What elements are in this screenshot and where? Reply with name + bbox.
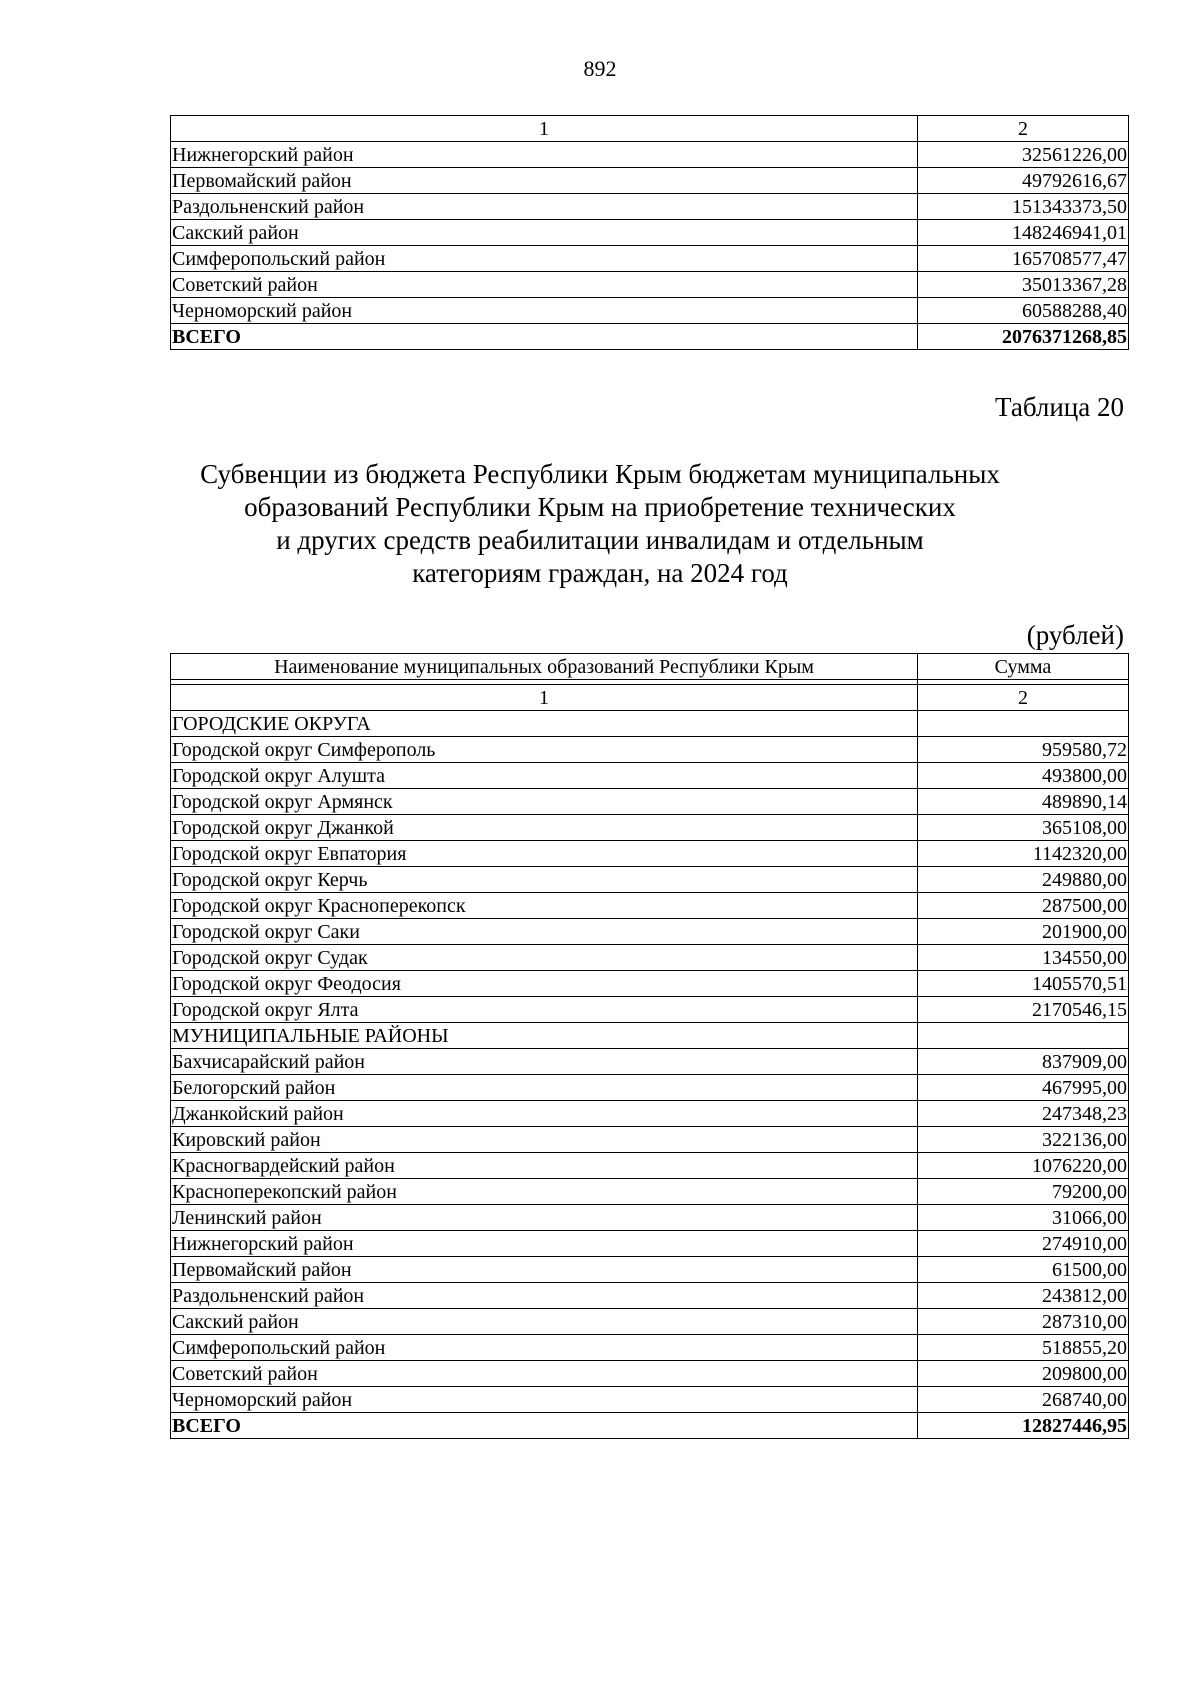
row-value: 837909,00 — [918, 1049, 1129, 1075]
row-value: 959580,72 — [918, 737, 1129, 763]
row-value: 60588288,40 — [918, 298, 1129, 324]
row-name: Городской округ Ялта — [171, 997, 918, 1023]
row-value: 518855,20 — [918, 1335, 1129, 1361]
table-row — [171, 815, 1129, 841]
table-row — [171, 1309, 1129, 1335]
table-label: Таблица 20 — [995, 392, 1124, 422]
row-name: Городской округ Алушта — [171, 763, 918, 789]
row-name: Ленинский район — [171, 1205, 918, 1231]
row-value: 467995,00 — [918, 1075, 1129, 1101]
row-value: 287500,00 — [918, 893, 1129, 919]
table-title — [0, 458, 1200, 590]
table-row — [171, 997, 1129, 1023]
row-value: 31066,00 — [918, 1205, 1129, 1231]
row-name: Белогорский район — [171, 1075, 918, 1101]
title-line: категориям граждан, на 2024 год — [412, 558, 788, 588]
row-value: 243812,00 — [918, 1283, 1129, 1309]
table-row — [171, 1283, 1129, 1309]
table-row — [171, 1361, 1129, 1387]
row-name: Нижнегорский район — [171, 1231, 918, 1257]
row-name: Городской округ Армянск — [171, 789, 918, 815]
column-number: 2 — [918, 685, 1129, 711]
section-label: МУНИЦИПАЛЬНЫЕ РАЙОНЫ — [171, 1023, 918, 1049]
row-name: Черноморский район — [171, 1387, 918, 1413]
table-row — [171, 246, 1129, 272]
column-number-row — [171, 116, 1129, 142]
units-label: (рублей) — [1026, 620, 1124, 650]
row-name: Кировский район — [171, 1127, 918, 1153]
table-row — [171, 763, 1129, 789]
row-name: Советский район — [171, 272, 918, 298]
row-value: 489890,14 — [918, 789, 1129, 815]
row-name: Нижнегорский район — [171, 142, 918, 168]
total-row — [171, 1413, 1129, 1439]
row-name: Городской округ Саки — [171, 919, 918, 945]
table-row — [171, 1075, 1129, 1101]
table-row — [171, 737, 1129, 763]
row-value: 322136,00 — [918, 1127, 1129, 1153]
row-value: 148246941,01 — [918, 220, 1129, 246]
table-row — [171, 919, 1129, 945]
section-row — [171, 1023, 1129, 1049]
row-value: 365108,00 — [918, 815, 1129, 841]
subvention-table — [170, 653, 1129, 1439]
section-label: ГОРОДСКИЕ ОКРУГА — [171, 711, 918, 737]
title-line: и других средств реабилитации инвалидам и отдельным — [276, 525, 924, 555]
row-value: 201900,00 — [918, 919, 1129, 945]
table-row — [171, 1153, 1129, 1179]
row-value: 209800,00 — [918, 1361, 1129, 1387]
row-value: 1076220,00 — [918, 1153, 1129, 1179]
table-row — [171, 298, 1129, 324]
table-row — [171, 1179, 1129, 1205]
page-number: 892 — [583, 56, 617, 81]
header-row — [171, 654, 1129, 680]
row-value: 32561226,00 — [918, 142, 1129, 168]
table-row — [171, 789, 1129, 815]
table-row — [171, 1335, 1129, 1361]
table-row — [171, 168, 1129, 194]
table-row — [171, 971, 1129, 997]
row-value: 134550,00 — [918, 945, 1129, 971]
total-label: ВСЕГО — [171, 1413, 918, 1439]
row-name: Городской округ Симферополь — [171, 737, 918, 763]
row-value: 287310,00 — [918, 1309, 1129, 1335]
table-row — [171, 867, 1129, 893]
row-name: Городской округ Евпатория — [171, 841, 918, 867]
row-value: 247348,23 — [918, 1101, 1129, 1127]
table-row — [171, 220, 1129, 246]
row-value: 249880,00 — [918, 867, 1129, 893]
row-name: Городской округ Судак — [171, 945, 918, 971]
row-value: 79200,00 — [918, 1179, 1129, 1205]
row-name: Симферопольский район — [171, 246, 918, 272]
column-number: 1 — [171, 116, 918, 142]
total-row — [171, 324, 1129, 350]
row-value: 1405570,51 — [918, 971, 1129, 997]
row-value: 1142320,00 — [918, 841, 1129, 867]
row-name: Городской округ Джанкой — [171, 815, 918, 841]
row-name: Городской округ Феодосия — [171, 971, 918, 997]
row-name: Советский район — [171, 1361, 918, 1387]
table-row — [171, 1049, 1129, 1075]
row-value: 49792616,67 — [918, 168, 1129, 194]
row-name: Черноморский район — [171, 298, 918, 324]
previous-table — [170, 115, 1129, 350]
table-row — [171, 1257, 1129, 1283]
total-value: 2076371268,85 — [918, 324, 1129, 350]
row-value: 165708577,47 — [918, 246, 1129, 272]
header-name: Наименование муниципальных образований Республики Крым — [171, 654, 918, 680]
column-number: 1 — [171, 685, 918, 711]
column-number-row — [171, 685, 1129, 711]
table-row — [171, 194, 1129, 220]
table-row — [171, 272, 1129, 298]
table-row — [171, 1231, 1129, 1257]
row-name: Первомайский район — [171, 168, 918, 194]
table-row — [171, 1101, 1129, 1127]
row-name: Сакский район — [171, 1309, 918, 1335]
row-name: Первомайский район — [171, 1257, 918, 1283]
row-name: Красногвардейский район — [171, 1153, 918, 1179]
table-row — [171, 1387, 1129, 1413]
row-value: 35013367,28 — [918, 272, 1129, 298]
row-value: 61500,00 — [918, 1257, 1129, 1283]
row-name: Джанкойский район — [171, 1101, 918, 1127]
row-name: Бахчисарайский район — [171, 1049, 918, 1075]
table-row — [171, 893, 1129, 919]
table-row — [171, 1127, 1129, 1153]
title-line: образований Республики Крым на приобретение технических — [244, 492, 956, 522]
column-number: 2 — [918, 116, 1129, 142]
row-name: Раздольненский район — [171, 194, 918, 220]
row-value: 493800,00 — [918, 763, 1129, 789]
total-label: ВСЕГО — [171, 324, 918, 350]
row-name: Городской округ Красноперекопск — [171, 893, 918, 919]
row-value: 151343373,50 — [918, 194, 1129, 220]
row-name: Раздольненский район — [171, 1283, 918, 1309]
table-row — [171, 841, 1129, 867]
table-row — [171, 945, 1129, 971]
total-value: 12827446,95 — [918, 1413, 1129, 1439]
header-sum: Сумма — [918, 654, 1129, 680]
row-value: 268740,00 — [918, 1387, 1129, 1413]
row-name: Красноперекопский район — [171, 1179, 918, 1205]
table-row — [171, 1205, 1129, 1231]
table-row — [171, 142, 1129, 168]
title-line: Субвенции из бюджета Республики Крым бюджетам муниципальных — [200, 459, 1000, 489]
row-value: 2170546,15 — [918, 997, 1129, 1023]
row-value: 274910,00 — [918, 1231, 1129, 1257]
row-name: Сакский район — [171, 220, 918, 246]
section-row — [171, 711, 1129, 737]
row-name: Городской округ Керчь — [171, 867, 918, 893]
row-name: Симферопольский район — [171, 1335, 918, 1361]
